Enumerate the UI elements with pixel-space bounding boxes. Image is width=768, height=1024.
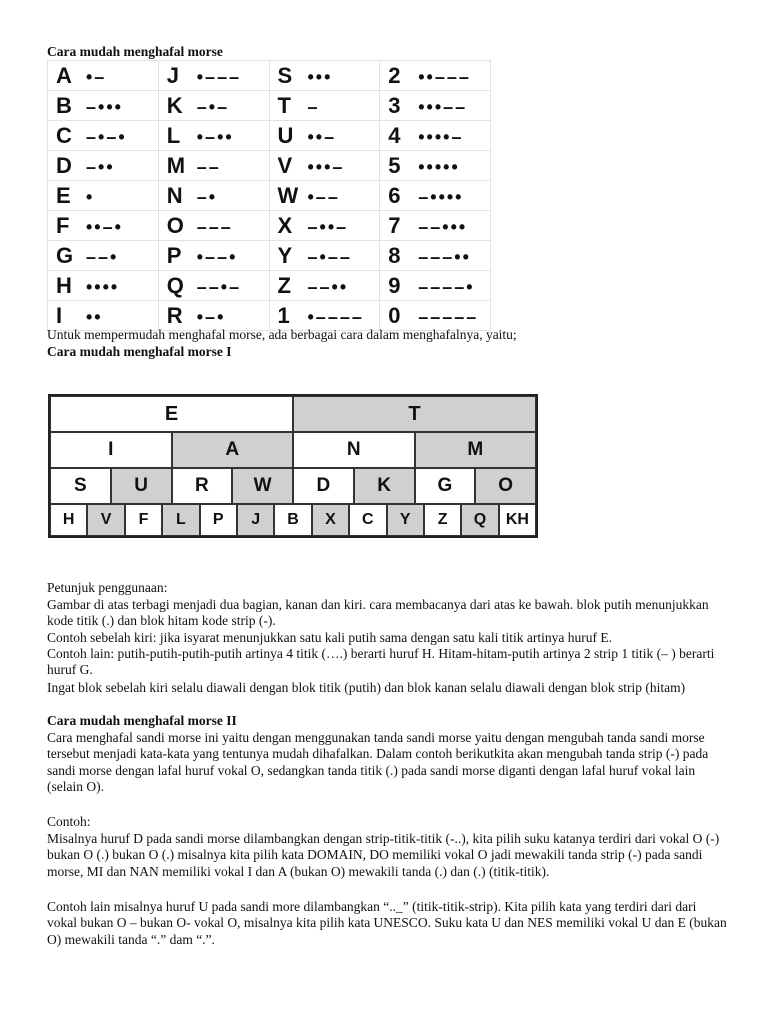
- morse-letter: Z: [277, 272, 291, 298]
- morse-cell: [158, 91, 269, 121]
- morse-table-row: [48, 61, 491, 91]
- morse-letter: N: [166, 182, 183, 208]
- morse-code: ••: [86, 306, 103, 327]
- morse-letter: V: [277, 152, 293, 178]
- morse-table-row: [48, 121, 491, 151]
- usage-title: Petunjuk penggunaan:: [47, 580, 168, 595]
- morse-cell: [48, 181, 159, 211]
- morse-code: •••: [307, 66, 333, 87]
- tree-cell-dot: C: [349, 504, 386, 536]
- tree-cell-dash: X: [312, 504, 349, 536]
- tree-cell-dot: G: [415, 468, 476, 504]
- morse-code: ––•: [86, 246, 119, 267]
- morse-code: –––––: [418, 306, 479, 327]
- morse-table-row: [48, 181, 491, 211]
- morse-table-row: [48, 301, 491, 331]
- morse-cell: [380, 271, 491, 301]
- morse-code: •••–: [307, 156, 345, 177]
- morse-letter: R: [166, 302, 183, 328]
- morse-cell: [48, 151, 159, 181]
- morse-letter: 5: [388, 152, 401, 178]
- morse-letter: 9: [388, 272, 401, 298]
- morse-table-row: [48, 151, 491, 181]
- morse-code: •••––: [418, 96, 468, 117]
- usage-paragraph-1: Gambar di atas terbagi menjadi dua bagian, kanan dan kiri. cara membacanya dari atas ke bawah. blok putih menunjukkan kode titik (.) dan blok hitam kode strip (-).: [47, 597, 709, 629]
- morse-cell: [269, 301, 380, 331]
- tree-cell-dot: H: [50, 504, 87, 536]
- tree-row: [50, 396, 536, 432]
- morse-letter: 2: [388, 62, 401, 88]
- morse-letter: J: [166, 62, 179, 88]
- morse-cell: [158, 241, 269, 271]
- morse-letter: L: [166, 122, 181, 148]
- morse-table-row: [48, 211, 491, 241]
- morse-table-row: [48, 271, 491, 301]
- morse-code: –•••: [86, 96, 123, 117]
- morse-tree-grid: [48, 394, 538, 538]
- morse-letter: U: [277, 122, 294, 148]
- morse-code: •––––: [307, 306, 364, 327]
- tree-cell-dash: K: [354, 468, 415, 504]
- morse-code: –•: [196, 186, 218, 207]
- morse-letter: S: [277, 62, 293, 88]
- tree-cell-dash: L: [162, 504, 199, 536]
- example-paragraph-1: Misalnya huruf D pada sandi morse dilambangkan dengan strip-titik-titik (-..), kita pilih suku katanya terdiri dari vokal O (-) bukan O (.) bukan O (.) misalnya kita pilih kata DOMAIN, DO memiliki vokal O jadi mewakili tanda strip (-) pada sandi morse, MI dan NAN memiliki vokal I dan A (bukan O) mewakili tanda (.) dan (.) (titik-titik).: [47, 831, 720, 879]
- tree-cell-dot: F: [125, 504, 162, 536]
- morse-cell: [158, 61, 269, 91]
- tree-cell-dash: V: [87, 504, 124, 536]
- morse-letter: G: [56, 242, 74, 268]
- tree-cell-dot: R: [172, 468, 233, 504]
- morse-letter: 3: [388, 92, 401, 118]
- morse-code: ••••–: [418, 126, 464, 147]
- morse-letter: F: [56, 212, 70, 238]
- morse-cell: [158, 181, 269, 211]
- morse-code: •••••: [418, 156, 460, 177]
- usage-paragraph-3: Contoh lain: putih-putih-putih-putih artinya 4 titik (….) berarti huruf H. Hitam-hitam-putih artinya 2 strip 1 titik (– ) berarti huruf G.: [47, 646, 715, 678]
- morse-cell: [380, 91, 491, 121]
- morse-cell: [48, 241, 159, 271]
- morse-cell: [380, 211, 491, 241]
- morse-code: ––•–: [196, 276, 242, 297]
- tree-cell-dot: I: [50, 432, 172, 468]
- morse-code: –•––: [307, 246, 352, 267]
- morse-letter: C: [56, 122, 72, 148]
- morse-letter: P: [166, 242, 182, 268]
- morse-code: –••–: [307, 216, 349, 237]
- morse-code: –––: [196, 216, 233, 237]
- tree-cell-dot: B: [274, 504, 311, 536]
- morse-code: –––••: [418, 246, 471, 267]
- example-title: Contoh:: [47, 814, 91, 829]
- morse-letter: E: [56, 182, 71, 208]
- morse-cell: [380, 61, 491, 91]
- morse-code: ••••: [86, 276, 120, 297]
- morse-code: •––: [307, 186, 340, 207]
- morse-cell: [380, 181, 491, 211]
- morse-alphabet-table: [47, 60, 491, 331]
- morse-code: •––•: [196, 246, 238, 267]
- morse-letter: 7: [388, 212, 401, 238]
- morse-cell: [158, 121, 269, 151]
- morse-code: •–: [86, 66, 107, 87]
- morse-code: ••–––: [418, 66, 471, 87]
- morse-letter: 4: [388, 122, 401, 148]
- morse-letter: D: [56, 152, 72, 178]
- morse-cell: [48, 121, 159, 151]
- tree-cell-dot: N: [293, 432, 415, 468]
- morse-code: –: [307, 96, 320, 117]
- morse-code: •–––: [196, 66, 242, 87]
- tree-cell-dot: D: [293, 468, 354, 504]
- tree-row: [50, 468, 536, 504]
- morse-cell: [380, 151, 491, 181]
- tree-row: [50, 432, 536, 468]
- tree-cell-dot: KH: [499, 504, 536, 536]
- morse-cell: [380, 301, 491, 331]
- tree-cell-dot: P: [200, 504, 237, 536]
- morse-code: ––•••: [418, 216, 468, 237]
- morse-code: ••–: [307, 126, 337, 147]
- morse-cell: [380, 121, 491, 151]
- morse-letter: H: [56, 272, 72, 298]
- morse-cell: [269, 211, 380, 241]
- tree-cell-dash: T: [293, 396, 536, 432]
- method2-paragraph: Cara menghafal sandi morse ini yaitu dengan menggunakan tanda sandi morse yaitu dengan mengubah tanda sandi morse tersebut menjadi kata-kata yang tentunya mudah dihafalkan. Dalam contoh berikutkita akan mengubah tanda strip (-) pada sandi morse dengan lafal huruf vokal O, sedangkan tanda titik (.) pada sandi morse diganti dengan lafal huruf vokal lain (selain O).: [47, 730, 709, 795]
- morse-cell: [158, 271, 269, 301]
- morse-cell: [48, 211, 159, 241]
- example-paragraph-2: Contoh lain misalnya huruf U pada sandi more dilambangkan “.._” (titik-titik-strip). Kita pilih kata yang terdiri dari dari vokal bukan O – bukan O- vokal O, misalnya kita pilih kata UNESCO. Suku kata U dan NES memiliki vokal U dan E (bukan O) mewakili tanda “.” dam “.”.: [47, 899, 727, 947]
- morse-code: –•–•: [86, 126, 127, 147]
- morse-letter: 8: [388, 242, 401, 268]
- morse-letter: 1: [277, 302, 290, 328]
- morse-letter: 6: [388, 182, 401, 208]
- tree-cell-dash: Y: [387, 504, 424, 536]
- morse-code: –•–: [196, 96, 230, 117]
- morse-cell: [269, 151, 380, 181]
- morse-cell: [158, 301, 269, 331]
- tree-cell-dash: J: [237, 504, 274, 536]
- method2-heading: Cara mudah menghafal morse II: [47, 713, 237, 728]
- morse-code: •: [86, 186, 95, 207]
- intro-line: Untuk mempermudah menghafal morse, ada berbagai cara dalam menghafalnya, yaitu;: [47, 327, 517, 342]
- morse-cell: [269, 61, 380, 91]
- morse-cell: [158, 211, 269, 241]
- morse-code: ––: [196, 156, 221, 177]
- tree-cell-dash: W: [232, 468, 293, 504]
- morse-cell: [269, 121, 380, 151]
- morse-code: –••••: [418, 186, 464, 207]
- tree-cell-dot: E: [50, 396, 293, 432]
- tree-cell-dash: U: [111, 468, 172, 504]
- morse-table-title: Cara mudah menghafal morse: [47, 44, 223, 59]
- morse-letter: M: [166, 152, 186, 178]
- morse-cell: [48, 91, 159, 121]
- morse-code: •–••: [196, 126, 234, 147]
- morse-code: ••–•: [86, 216, 123, 237]
- tree-cell-dash: A: [172, 432, 294, 468]
- usage-paragraph-2: Contoh sebelah kiri: jika isyarat menunjukkan satu kali putih sama dengan satu kali titik artinya huruf E.: [47, 630, 612, 645]
- morse-letter: 0: [388, 302, 401, 328]
- morse-cell: [48, 271, 159, 301]
- tree-cell-dash: O: [475, 468, 536, 504]
- morse-code: –••: [86, 156, 115, 177]
- morse-letter: X: [277, 212, 293, 238]
- tree-cell-dash: M: [415, 432, 537, 468]
- usage-paragraph-4: Ingat blok sebelah kiri selalu diawali dengan blok titik (putih) dan blok kanan selalu diawali dengan blok strip (hitam): [47, 680, 686, 695]
- morse-cell: [48, 301, 159, 331]
- morse-code: ––••: [307, 276, 349, 297]
- morse-letter: T: [277, 92, 291, 118]
- morse-letter: K: [166, 92, 183, 118]
- morse-cell: [380, 241, 491, 271]
- morse-letter: Y: [277, 242, 293, 268]
- morse-cell: [48, 61, 159, 91]
- morse-letter: W: [277, 182, 299, 208]
- morse-table-row: [48, 241, 491, 271]
- morse-cell: [269, 91, 380, 121]
- morse-cell: [158, 151, 269, 181]
- morse-letter: O: [166, 212, 184, 238]
- tree-cell-dot: S: [50, 468, 111, 504]
- morse-letter: A: [56, 62, 72, 88]
- morse-code: ––––•: [418, 276, 475, 297]
- morse-cell: [269, 181, 380, 211]
- method1-heading: Cara mudah menghafal morse I: [47, 344, 232, 359]
- tree-cell-dash: Q: [461, 504, 498, 536]
- tree-row: [50, 504, 536, 536]
- morse-letter: I: [56, 302, 63, 328]
- tree-cell-dot: Z: [424, 504, 461, 536]
- morse-letter: B: [56, 92, 72, 118]
- morse-letter: Q: [166, 272, 184, 298]
- morse-cell: [269, 271, 380, 301]
- morse-table-row: [48, 91, 491, 121]
- morse-code: •–•: [196, 306, 226, 327]
- morse-cell: [269, 241, 380, 271]
